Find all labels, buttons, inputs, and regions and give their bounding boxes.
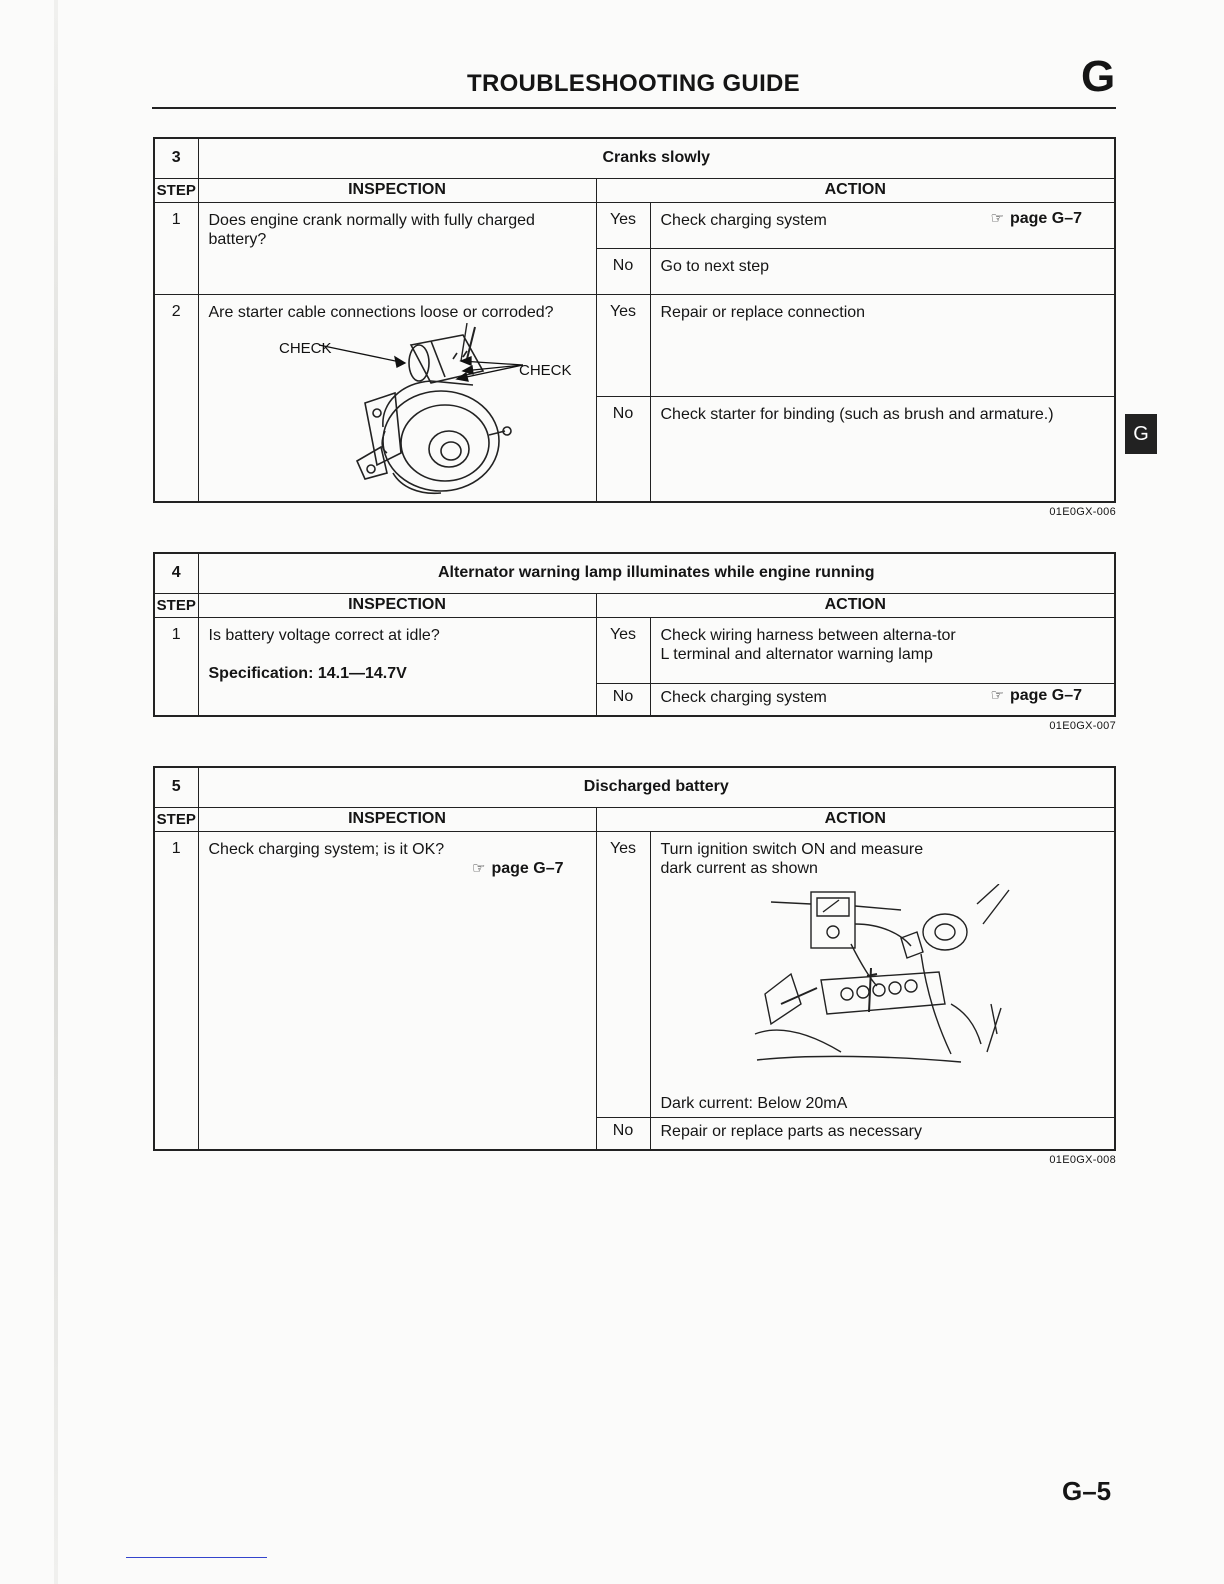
troubleshooting-block-3 xyxy=(153,137,1116,518)
check-label-right: CHECK xyxy=(518,361,572,379)
inspection-cell xyxy=(198,617,596,716)
inspection-cell xyxy=(198,831,596,1150)
hand-pointer-icon: ☞ xyxy=(990,686,1004,704)
yes-action: Check wiring harness between alterna-tor L terminal and alternator warning lamp xyxy=(650,617,1115,683)
header-inspection: INSPECTION xyxy=(198,593,596,617)
no-label: No xyxy=(596,396,650,502)
page-reference-text: page G–7 xyxy=(1009,686,1082,704)
header-step: STEP xyxy=(154,593,198,617)
hand-pointer-icon: ☞ xyxy=(990,209,1004,227)
troubleshooting-block-5 xyxy=(153,766,1116,1166)
yes-action xyxy=(650,202,1115,248)
figure-code: 01E0GX-008 xyxy=(1049,1153,1116,1166)
hand-pointer-icon: ☞ xyxy=(472,859,486,877)
block-title: Discharged battery xyxy=(198,767,1115,807)
page-title: TROUBLESHOOTING GUIDE xyxy=(467,70,800,97)
header-step: STEP xyxy=(154,178,198,202)
dark-current-note: Dark current: Below 20mA xyxy=(660,1094,848,1112)
section-tab[interactable]: G xyxy=(1125,414,1157,454)
figure-code: 01E0GX-007 xyxy=(1049,719,1116,732)
header-action: ACTION xyxy=(596,807,1115,831)
yes-label: Yes xyxy=(596,202,650,248)
inspection-text: Is battery voltage correct at idle? xyxy=(208,626,440,644)
yes-action-text: Turn ignition switch ON and measure dark current as shown xyxy=(660,840,924,877)
check-label-left: CHECK xyxy=(278,339,332,357)
step-number: 1 xyxy=(154,831,198,1150)
step-number: 2 xyxy=(154,294,198,502)
page-reference[interactable] xyxy=(209,859,586,878)
yes-action xyxy=(650,831,1115,1117)
title-rule xyxy=(152,107,1116,109)
block-title: Alternator warning lamp illuminates while engine running xyxy=(198,553,1115,593)
no-label: No xyxy=(596,683,650,716)
yes-label: Yes xyxy=(596,617,650,683)
step-number: 1 xyxy=(154,202,198,294)
page-reference[interactable] xyxy=(991,686,1082,705)
no-action: Repair or replace parts as necessary xyxy=(650,1117,1115,1150)
page-reference-text: page G–7 xyxy=(491,859,564,877)
page-reference-text: page G–7 xyxy=(1009,209,1082,227)
page-reference[interactable] xyxy=(991,209,1082,228)
page-binding-edge xyxy=(54,0,58,1584)
troubleshooting-table xyxy=(153,552,1116,717)
header-inspection: INSPECTION xyxy=(198,807,596,831)
block-number: 5 xyxy=(154,767,198,807)
no-label: No xyxy=(596,1117,650,1150)
no-action: Check starter for binding (such as brush and armature.) xyxy=(650,396,1115,502)
figure-code: 01E0GX-006 xyxy=(1049,506,1116,518)
step-number: 1 xyxy=(154,617,198,716)
section-letter: G xyxy=(1081,52,1116,101)
page-number: G–5 xyxy=(1062,1476,1112,1506)
block-number: 4 xyxy=(154,553,198,593)
yes-action: Repair or replace connection xyxy=(650,294,1115,396)
inspection-text: Are starter cable connections loose or corroded? xyxy=(208,303,554,321)
header-step: STEP xyxy=(154,807,198,831)
troubleshooting-table xyxy=(153,137,1116,503)
specification: Specification: 14.1—14.7V xyxy=(208,664,407,682)
block-number: 3 xyxy=(154,138,198,178)
starter-motor-figure xyxy=(205,323,585,498)
no-label: No xyxy=(596,248,650,294)
yes-action-text: Check charging system xyxy=(660,211,827,229)
inspection-cell xyxy=(198,294,596,502)
footer-link-line[interactable] xyxy=(126,1557,267,1558)
block-title: Cranks slowly xyxy=(198,138,1115,178)
header-inspection: INSPECTION xyxy=(198,178,596,202)
troubleshooting-block-4 xyxy=(153,552,1116,732)
no-action xyxy=(650,683,1115,716)
no-action: Go to next step xyxy=(650,248,1115,294)
inspection-text: Does engine crank normally with fully charged battery? xyxy=(198,202,596,294)
no-action-text: Check charging system xyxy=(660,688,827,706)
yes-label: Yes xyxy=(596,294,650,396)
inspection-text: Check charging system; is it OK? xyxy=(208,840,445,858)
header-action: ACTION xyxy=(596,593,1115,617)
dark-current-measurement-figure xyxy=(751,884,1011,1069)
yes-label: Yes xyxy=(596,831,650,1117)
troubleshooting-table xyxy=(153,766,1116,1151)
header-action: ACTION xyxy=(596,178,1115,202)
